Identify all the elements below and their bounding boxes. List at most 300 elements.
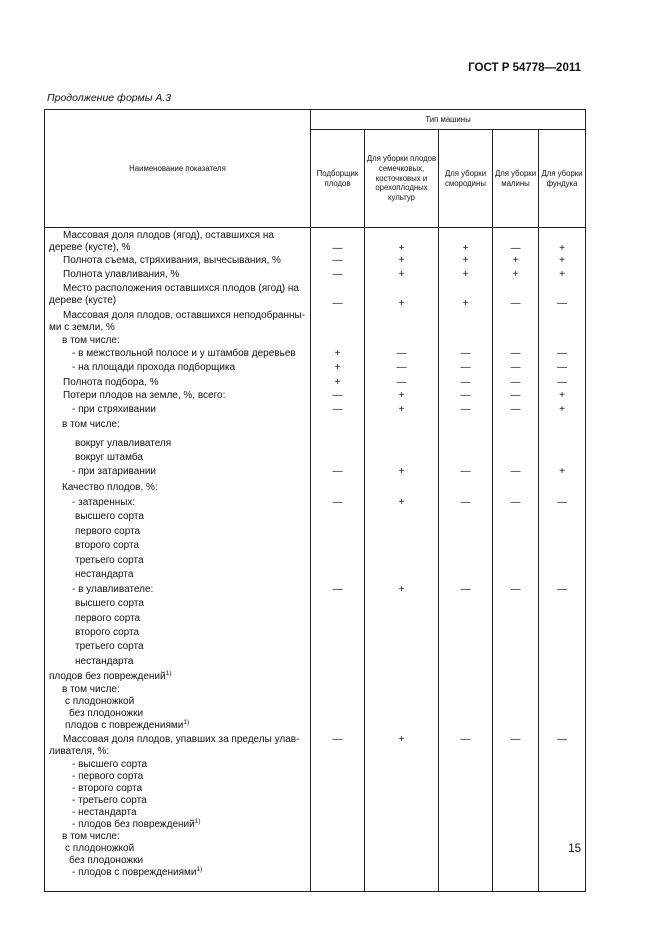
machine-applicability-cell <box>365 569 439 584</box>
machine-applicability-cell: — <box>439 497 493 511</box>
indicator-label: без плодоножки <box>69 707 144 719</box>
column-header-indicator: Наименование показателя <box>45 110 311 228</box>
machine-applicability-cell: + <box>365 228 439 255</box>
indicator-label: - в межствольной полосе и у штамбов деревьев <box>72 347 296 359</box>
indicator-label: Полнота подбора, % <box>63 376 159 388</box>
machine-applicability-cell: — <box>439 466 493 482</box>
machine-applicability-cell <box>365 598 439 613</box>
indicator-label: плодов без повреждений <box>49 670 166 682</box>
indicator-label: Полнота улавливания, % <box>63 268 180 280</box>
indicator-label: вокруг улавливателя <box>75 437 172 449</box>
empty-cell <box>311 879 365 892</box>
indicator-label: в том числе: <box>62 418 120 430</box>
machine-applicability-cell <box>539 831 586 843</box>
indicator-name <box>45 720 311 734</box>
table-row <box>45 598 586 613</box>
table-row <box>45 497 586 511</box>
machine-applicability-cell: + <box>539 404 586 419</box>
indicator-name <box>45 807 311 819</box>
machine-applicability-cell <box>439 310 493 335</box>
machine-applicability-cell <box>311 867 365 879</box>
machine-applicability-cell <box>365 511 439 526</box>
footnote-marker: 1) <box>196 865 203 873</box>
indicator-name <box>45 855 311 867</box>
machine-applicability-cell <box>311 720 365 734</box>
machine-applicability-cell <box>439 771 493 783</box>
indicator-label: - плодов без повреждений <box>72 818 195 830</box>
machine-applicability-cell <box>439 696 493 708</box>
indicator-label: Массовая доля плодов (ягод), оставшихся на дереве (кусте), % <box>49 230 274 253</box>
machine-applicability-cell <box>365 684 439 696</box>
machine-applicability-cell <box>365 807 439 819</box>
machine-applicability-cell <box>365 452 439 466</box>
machine-applicability-cell <box>493 555 539 569</box>
machine-applicability-cell <box>493 771 539 783</box>
machine-applicability-cell: — <box>539 283 586 310</box>
machine-applicability-cell <box>539 310 586 335</box>
indicator-label: - высшего сорта <box>72 758 148 770</box>
machine-applicability-cell <box>439 335 493 348</box>
indicator-name <box>45 438 311 452</box>
machine-applicability-cell <box>439 759 493 771</box>
machine-applicability-cell <box>493 843 539 855</box>
machine-applicability-cell <box>539 641 586 656</box>
machine-applicability-cell <box>493 684 539 696</box>
machine-applicability-cell <box>439 540 493 555</box>
indicator-name <box>45 867 311 879</box>
machine-applicability-cell: — <box>439 734 493 759</box>
machine-applicability-cell: + <box>311 377 365 390</box>
indicator-name <box>45 362 311 377</box>
machine-applicability-cell <box>439 641 493 656</box>
machine-applicability-cell <box>365 771 439 783</box>
indicator-name <box>45 627 311 641</box>
indicators-table <box>44 109 586 892</box>
machine-applicability-cell <box>539 819 586 831</box>
machine-applicability-cell <box>539 438 586 452</box>
machine-applicability-cell <box>311 831 365 843</box>
table-row <box>45 656 586 671</box>
indicator-name <box>45 831 311 843</box>
machine-applicability-cell: — <box>439 348 493 362</box>
table-row <box>45 708 586 720</box>
machine-applicability-cell <box>365 831 439 843</box>
machine-applicability-cell <box>311 511 365 526</box>
machine-applicability-cell: — <box>493 404 539 419</box>
machine-applicability-cell: — <box>493 497 539 511</box>
machine-applicability-cell <box>365 708 439 720</box>
table-row <box>45 310 586 335</box>
table-row <box>45 831 586 843</box>
table-row <box>45 627 586 641</box>
table-row <box>45 684 586 696</box>
machine-applicability-cell: — <box>311 466 365 482</box>
machine-applicability-cell <box>439 613 493 627</box>
machine-applicability-cell <box>311 696 365 708</box>
machine-applicability-cell <box>365 671 439 684</box>
table-row <box>45 759 586 771</box>
machine-applicability-cell <box>365 438 439 452</box>
column-header-machine: Для уборки фундука <box>539 130 586 228</box>
indicator-name <box>45 641 311 656</box>
machine-applicability-cell <box>311 759 365 771</box>
machine-applicability-cell <box>493 819 539 831</box>
table-row <box>45 771 586 783</box>
indicator-name <box>45 540 311 555</box>
indicator-label: - третьего сорта <box>72 794 147 806</box>
machine-applicability-cell <box>365 720 439 734</box>
machine-applicability-cell <box>365 795 439 807</box>
table-row <box>45 404 586 419</box>
indicator-name <box>45 795 311 807</box>
machine-applicability-cell: + <box>311 362 365 377</box>
machine-applicability-cell <box>439 671 493 684</box>
indicator-name <box>45 497 311 511</box>
indicator-label: - плодов с повреждениями <box>72 866 197 878</box>
machine-applicability-cell <box>539 598 586 613</box>
indicator-name <box>45 671 311 684</box>
column-header-machine: Для уборки малины <box>493 130 539 228</box>
indicator-label: - второго сорта <box>72 782 143 794</box>
indicator-name <box>45 269 311 283</box>
footnote-marker: 1) <box>165 669 172 677</box>
indicator-label: третьего сорта <box>75 640 144 652</box>
indicator-label: Качество плодов, %: <box>62 481 158 493</box>
machine-applicability-cell: — <box>539 584 586 598</box>
indicator-name <box>45 584 311 598</box>
empty-cell <box>45 879 311 892</box>
machine-applicability-cell <box>539 696 586 708</box>
indicator-label: Потери плодов на земле, %, всего: <box>63 389 226 401</box>
machine-applicability-cell: + <box>439 283 493 310</box>
machine-applicability-cell: — <box>439 377 493 390</box>
table-row <box>45 377 586 390</box>
machine-applicability-cell <box>539 555 586 569</box>
machine-applicability-cell <box>311 641 365 656</box>
machine-applicability-cell: — <box>311 269 365 283</box>
table-row <box>45 734 586 759</box>
machine-applicability-cell <box>439 708 493 720</box>
machine-applicability-cell: + <box>365 734 439 759</box>
machine-applicability-cell <box>493 452 539 466</box>
machine-applicability-cell <box>493 831 539 843</box>
machine-applicability-cell <box>439 555 493 569</box>
indicator-name <box>45 771 311 783</box>
indicator-label: высшего сорта <box>75 597 144 609</box>
table-row <box>45 526 586 540</box>
indicator-name <box>45 569 311 584</box>
table-row <box>45 482 586 497</box>
machine-applicability-cell <box>539 708 586 720</box>
indicator-label: - нестандарта <box>72 806 137 818</box>
machine-applicability-cell <box>365 656 439 671</box>
table-row <box>45 696 586 708</box>
indicator-name <box>45 466 311 482</box>
form-caption: Продолжение формы А.3 <box>47 92 172 104</box>
indicator-label: Полнота съема, стряхивания, вычесывания, % <box>63 254 281 266</box>
machine-applicability-cell <box>439 419 493 438</box>
machine-applicability-cell <box>493 795 539 807</box>
machine-applicability-cell: + <box>365 390 439 404</box>
machine-applicability-cell <box>311 819 365 831</box>
machine-applicability-cell <box>439 855 493 867</box>
table-row <box>45 867 586 879</box>
machine-applicability-cell <box>493 335 539 348</box>
machine-applicability-cell <box>365 855 439 867</box>
indicator-name <box>45 310 311 335</box>
machine-applicability-cell <box>539 867 586 879</box>
indicator-name <box>45 598 311 613</box>
machine-applicability-cell: — <box>311 497 365 511</box>
machine-applicability-cell <box>493 656 539 671</box>
page-number: 15 <box>568 843 581 855</box>
machine-applicability-cell <box>493 511 539 526</box>
table-row <box>45 511 586 526</box>
machine-applicability-cell <box>311 526 365 540</box>
table-row-end <box>45 879 586 892</box>
machine-applicability-cell <box>311 452 365 466</box>
indicator-name <box>45 255 311 269</box>
column-header-machine: Для уборки плодов семечковых, косточковых и орехоплодных культур <box>365 130 439 228</box>
column-header-machine: Подборщик плодов <box>311 130 365 228</box>
machine-applicability-cell: — <box>493 362 539 377</box>
machine-applicability-cell <box>493 526 539 540</box>
machine-applicability-cell: + <box>365 404 439 419</box>
indicator-label: первого сорта <box>75 612 141 624</box>
indicator-name <box>45 656 311 671</box>
machine-applicability-cell <box>439 656 493 671</box>
table-row <box>45 228 586 255</box>
indicator-name <box>45 708 311 720</box>
machine-applicability-cell: + <box>365 466 439 482</box>
machine-applicability-cell <box>311 335 365 348</box>
machine-applicability-cell: + <box>365 584 439 598</box>
indicator-name <box>45 759 311 771</box>
table-row <box>45 255 586 269</box>
machine-applicability-cell: — <box>311 404 365 419</box>
machine-applicability-cell <box>539 452 586 466</box>
machine-applicability-cell: — <box>539 362 586 377</box>
table-row <box>45 807 586 819</box>
machine-applicability-cell: + <box>439 269 493 283</box>
machine-applicability-cell: + <box>365 497 439 511</box>
indicator-label: второго сорта <box>75 539 140 551</box>
machine-applicability-cell <box>539 684 586 696</box>
indicator-name <box>45 783 311 795</box>
table-row <box>45 419 586 438</box>
machine-applicability-cell <box>439 720 493 734</box>
machine-applicability-cell: + <box>539 390 586 404</box>
machine-applicability-cell <box>539 759 586 771</box>
table-row <box>45 671 586 684</box>
indicator-label: с плодоножкой <box>65 695 135 707</box>
machine-applicability-cell: — <box>493 390 539 404</box>
machine-applicability-cell: — <box>311 584 365 598</box>
machine-applicability-cell <box>439 511 493 526</box>
indicator-label: - затаренных: <box>72 496 136 508</box>
machine-applicability-cell <box>493 540 539 555</box>
machine-applicability-cell <box>311 540 365 555</box>
indicator-label: первого сорта <box>75 525 141 537</box>
machine-applicability-cell <box>311 795 365 807</box>
machine-applicability-cell <box>365 526 439 540</box>
table-row <box>45 584 586 598</box>
machine-applicability-cell <box>493 482 539 497</box>
machine-applicability-cell <box>311 613 365 627</box>
machine-applicability-cell <box>539 783 586 795</box>
indicator-name <box>45 452 311 466</box>
table-row <box>45 819 586 831</box>
machine-applicability-cell <box>439 438 493 452</box>
machine-applicability-cell <box>365 627 439 641</box>
machine-applicability-cell: + <box>493 269 539 283</box>
table-row <box>45 390 586 404</box>
machine-applicability-cell <box>311 555 365 569</box>
machine-applicability-cell <box>311 771 365 783</box>
machine-applicability-cell <box>365 555 439 569</box>
indicator-name <box>45 819 311 831</box>
machine-applicability-cell <box>493 310 539 335</box>
machine-applicability-cell: — <box>311 283 365 310</box>
empty-cell <box>493 879 539 892</box>
standard-number: ГОСТ Р 54778—2011 <box>468 62 581 74</box>
machine-applicability-cell: — <box>493 377 539 390</box>
indicator-name <box>45 348 311 362</box>
indicator-label: вокруг штамба <box>75 451 143 463</box>
table-row <box>45 783 586 795</box>
machine-applicability-cell <box>365 419 439 438</box>
table-row <box>45 438 586 452</box>
machine-applicability-cell: — <box>439 362 493 377</box>
indicator-label: без плодоножки <box>69 854 144 866</box>
machine-applicability-cell: — <box>311 734 365 759</box>
empty-cell <box>365 879 439 892</box>
machine-applicability-cell <box>493 419 539 438</box>
machine-applicability-cell <box>311 569 365 584</box>
machine-applicability-cell <box>539 720 586 734</box>
machine-applicability-cell <box>439 819 493 831</box>
machine-applicability-cell <box>311 855 365 867</box>
indicator-label: в том числе: <box>62 830 120 842</box>
machine-applicability-cell <box>493 708 539 720</box>
indicator-label: - при стряхивании <box>72 403 156 415</box>
indicator-name <box>45 377 311 390</box>
machine-applicability-cell <box>493 720 539 734</box>
machine-applicability-cell <box>365 482 439 497</box>
table-row <box>45 540 586 555</box>
indicator-name <box>45 283 311 310</box>
column-header-machine: Для уборки смородины <box>439 130 493 228</box>
machine-applicability-cell <box>365 641 439 656</box>
machine-applicability-cell <box>365 843 439 855</box>
machine-applicability-cell: — <box>493 584 539 598</box>
machine-applicability-cell <box>493 807 539 819</box>
machine-applicability-cell <box>365 540 439 555</box>
machine-applicability-cell <box>311 671 365 684</box>
machine-applicability-cell <box>539 569 586 584</box>
table-row <box>45 795 586 807</box>
indicator-label: с плодоножкой <box>65 842 135 854</box>
indicator-label: Массовая доля плодов, упавших за пределы улав-ливателя, %: <box>49 733 300 757</box>
machine-applicability-cell: — <box>365 362 439 377</box>
machine-applicability-cell: + <box>365 269 439 283</box>
table-row <box>45 452 586 466</box>
indicator-label: в том числе: <box>62 683 120 695</box>
indicator-name <box>45 419 311 438</box>
machine-applicability-cell: — <box>439 404 493 419</box>
machine-applicability-cell <box>311 598 365 613</box>
machine-applicability-cell <box>439 482 493 497</box>
machine-applicability-cell: — <box>311 255 365 269</box>
table-row <box>45 466 586 482</box>
indicator-name <box>45 511 311 526</box>
machine-applicability-cell <box>493 598 539 613</box>
indicator-label: в том числе: <box>62 334 120 346</box>
machine-applicability-cell: — <box>539 377 586 390</box>
machine-applicability-cell <box>365 819 439 831</box>
table-row <box>45 843 586 855</box>
column-header-machine-type: Тип машины <box>311 110 586 130</box>
machine-applicability-cell: — <box>365 377 439 390</box>
indicator-name <box>45 843 311 855</box>
machine-applicability-cell: — <box>311 228 365 255</box>
machine-applicability-cell <box>439 627 493 641</box>
machine-applicability-cell <box>311 708 365 720</box>
table-row <box>45 348 586 362</box>
indicator-name <box>45 613 311 627</box>
machine-applicability-cell <box>539 526 586 540</box>
machine-applicability-cell <box>439 598 493 613</box>
machine-applicability-cell <box>365 310 439 335</box>
table-row <box>45 335 586 348</box>
table-row <box>45 855 586 867</box>
machine-applicability-cell: + <box>539 269 586 283</box>
indicator-name <box>45 696 311 708</box>
indicator-name <box>45 335 311 348</box>
table-row <box>45 269 586 283</box>
machine-applicability-cell: — <box>439 584 493 598</box>
machine-applicability-cell <box>493 867 539 879</box>
indicator-label: нестандарта <box>75 655 134 667</box>
table-row <box>45 641 586 656</box>
machine-applicability-cell <box>539 540 586 555</box>
machine-applicability-cell <box>539 656 586 671</box>
indicator-name <box>45 404 311 419</box>
machine-applicability-cell <box>439 684 493 696</box>
machine-applicability-cell: — <box>493 228 539 255</box>
machine-applicability-cell: + <box>365 283 439 310</box>
machine-applicability-cell <box>493 438 539 452</box>
machine-applicability-cell <box>493 613 539 627</box>
machine-applicability-cell <box>439 569 493 584</box>
machine-applicability-cell <box>365 613 439 627</box>
machine-applicability-cell: + <box>493 255 539 269</box>
machine-applicability-cell <box>493 759 539 771</box>
indicator-label: плодов с повреждениями <box>65 719 184 731</box>
machine-applicability-cell <box>439 831 493 843</box>
machine-applicability-cell: — <box>439 390 493 404</box>
machine-applicability-cell: — <box>493 283 539 310</box>
machine-applicability-cell <box>539 511 586 526</box>
machine-applicability-cell <box>439 452 493 466</box>
machine-applicability-cell: — <box>493 734 539 759</box>
indicator-label: - на площади прохода подборщика <box>72 361 236 373</box>
machine-applicability-cell <box>311 419 365 438</box>
indicator-name <box>45 390 311 404</box>
indicator-label: Место расположения оставшихся плодов (ягод) на дереве (кусте) <box>49 282 299 306</box>
machine-applicability-cell: + <box>311 348 365 362</box>
machine-applicability-cell <box>311 438 365 452</box>
